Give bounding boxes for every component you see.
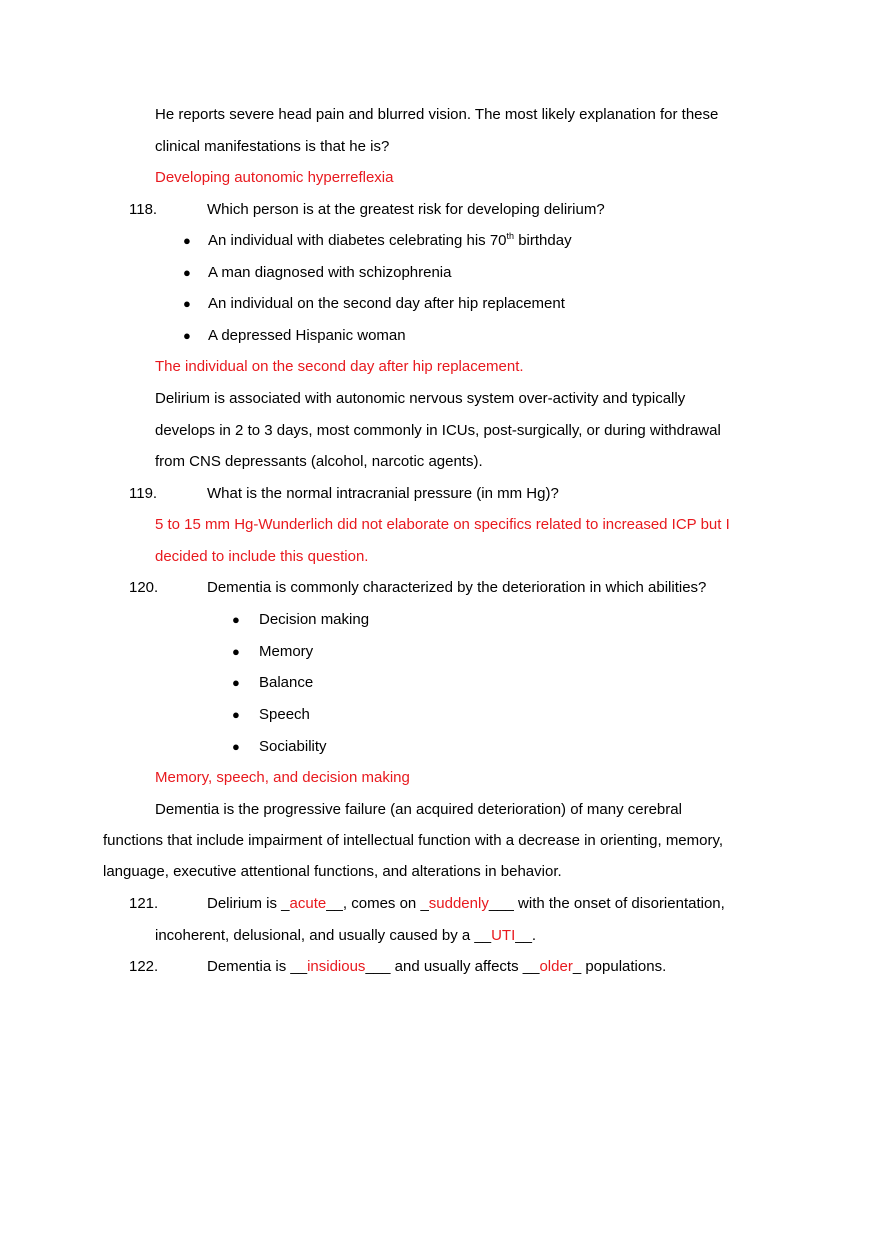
q118-option-4: A depressed Hispanic woman — [208, 327, 406, 344]
q118-option-3: An individual on the second day after hip replacement — [208, 295, 565, 312]
q118-explanation-1: Delirium is associated with autonomic nervous system over-activity and typically — [155, 390, 686, 407]
q121-blank-uti: UTI — [491, 927, 516, 944]
q118-number: 118. — [129, 201, 158, 218]
q118-option-1: An individual with diabetes celebrating his 70th birthday — [208, 231, 572, 249]
bullet-icon: ● — [232, 675, 240, 690]
q120-explanation-2: functions that include impairment of intellectual function with a decrease in orienting, memory, — [103, 832, 724, 849]
q121-blank-suddenly: suddenly — [428, 895, 489, 912]
q121-number: 121. — [129, 895, 159, 912]
q120-explanation-1: Dementia is the progressive failure (an acquired deterioration) of many cerebral — [155, 801, 682, 818]
bullet-icon: ● — [232, 612, 240, 627]
q118-question: Which person is at the greatest risk for developing delirium? — [207, 201, 605, 218]
q118-explanation-3: from CNS depressants (alcohol, narcotic agents). — [155, 453, 483, 470]
q120-number: 120. — [129, 579, 159, 596]
bullet-icon: ● — [232, 644, 240, 659]
q120-explanation-3: language, executive attentional functions, and alterations in behavior. — [103, 863, 562, 880]
intro-line-1: He reports severe head pain and blurred vision. The most likely explanation for these — [155, 106, 719, 123]
q121-line-2: incoherent, delusional, and usually caused by a __UTI__. — [155, 927, 537, 944]
q120-question: Dementia is commonly characterized by the deterioration in which abilities? — [207, 579, 707, 596]
q120-answer: Memory, speech, and decision making — [155, 769, 410, 786]
q118-option-2: A man diagnosed with schizophrenia — [208, 264, 452, 281]
bullet-icon: ● — [183, 233, 191, 248]
intro-answer: Developing autonomic hyperreflexia — [155, 169, 394, 186]
q122-blank-insidious: insidious — [307, 958, 366, 975]
q120-option-2: Memory — [259, 643, 314, 660]
q121-blank-acute: acute — [289, 895, 327, 912]
q119-answer-2: decided to include this question. — [155, 548, 369, 565]
q119-number: 119. — [129, 485, 158, 502]
bullet-icon: ● — [183, 328, 191, 343]
q120-option-3: Balance — [259, 674, 314, 691]
q122-blank-older: older — [539, 958, 573, 975]
q121-line-1: Delirium is _acute__, comes on _suddenly___ with the onset of disorientation, — [207, 895, 725, 912]
q120-option-1: Decision making — [259, 611, 370, 628]
q122-line: Dementia is __insidious___ and usually affects __older_ populations. — [207, 958, 667, 975]
q120-option-5: Sociability — [259, 738, 327, 755]
q118-answer: The individual on the second day after hip replacement. — [155, 358, 524, 375]
bullet-icon: ● — [232, 707, 240, 722]
q119-answer-1: 5 to 15 mm Hg-Wunderlich did not elaborate on specifics related to increased ICP but I — [155, 516, 730, 533]
q122-number: 122. — [129, 958, 159, 975]
bullet-icon: ● — [183, 265, 191, 280]
q120-option-4: Speech — [259, 706, 310, 723]
bullet-icon: ● — [232, 739, 240, 754]
intro-line-2: clinical manifestations is that he is? — [155, 138, 390, 155]
q119-question: What is the normal intracranial pressure (in mm Hg)? — [207, 485, 559, 502]
bullet-icon: ● — [183, 296, 191, 311]
q118-explanation-2: develops in 2 to 3 days, most commonly in ICUs, post-surgically, or during withdrawal — [155, 422, 721, 439]
